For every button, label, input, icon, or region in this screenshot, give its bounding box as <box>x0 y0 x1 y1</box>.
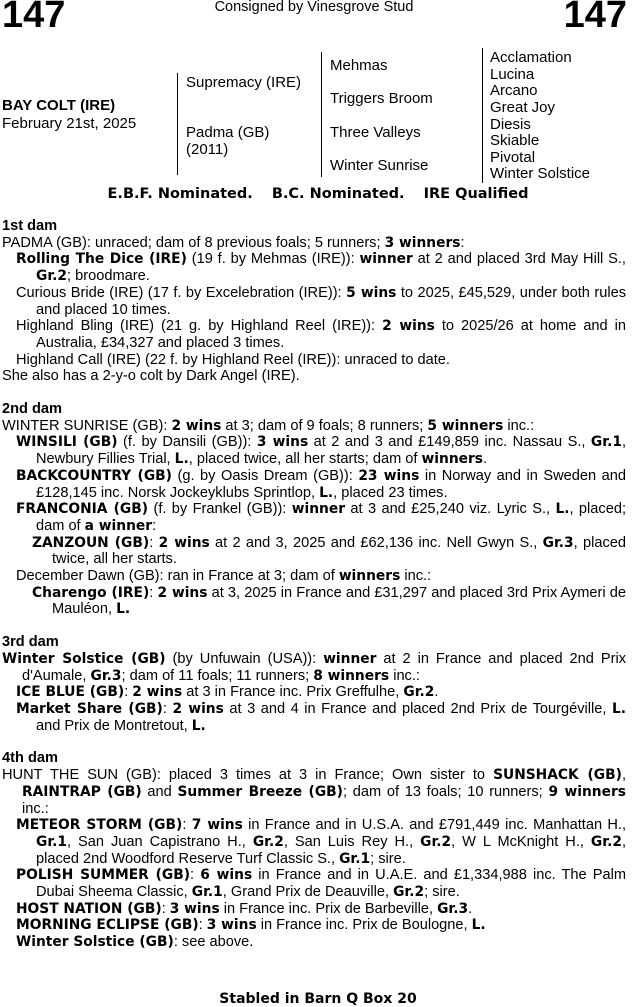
text-run: WINTER SUNRISE (GB): <box>2 417 172 434</box>
bold-text-run: winner <box>291 501 346 518</box>
text-run: ; sire. <box>370 850 406 867</box>
text-run: at 3; dam of 9 foals; 8 runners; <box>221 417 428 434</box>
pedigree-paragraph <box>2 585 626 618</box>
nominations-line <box>0 186 636 202</box>
text-run: : <box>198 917 207 934</box>
text-run: at 2 and placed 3rd May Hill S., <box>412 251 626 268</box>
text-run: ; dam of 11 foals; 11 runners; <box>121 667 314 684</box>
text-run: , placed 23 times. <box>333 484 448 501</box>
bold-text-run: Market Share (GB) <box>16 700 163 717</box>
text-run: , San Luis Rey H., <box>283 833 421 850</box>
text-run: in France and in U.S.A. and £791,449 inc. Manhattan H., <box>242 817 626 834</box>
text-run: at 2 and 3, 2025 and £62,136 inc. Nell Gwyn S., <box>209 534 543 551</box>
text-run: . <box>483 451 488 468</box>
text-run: (19 f. by Mehmas (IRE)): <box>186 251 360 268</box>
text-run: : <box>124 684 133 701</box>
text-run: (f. by Frankel (GB)): <box>148 501 292 518</box>
lot-number-left: 147 <box>2 0 66 36</box>
bold-text-run: Gr.1 <box>590 434 622 451</box>
section-title: 3rd dam <box>2 634 59 651</box>
bold-text-run: L. <box>611 700 627 717</box>
text-run: : <box>149 584 158 601</box>
pedigree-paragraph <box>2 568 626 585</box>
pedigree-paragraph <box>2 535 626 568</box>
text-run: : <box>460 234 465 251</box>
text-run: , placed twice, all her starts; dam of <box>188 451 422 468</box>
bold-text-run: POLISH SUMMER (GB) <box>16 867 191 884</box>
pedigree-paragraph <box>2 684 626 701</box>
bold-text-run: RAINTRAP (GB) <box>22 783 142 800</box>
bold-text-run: Gr.1 <box>36 833 68 850</box>
text-run: , <box>621 767 626 784</box>
pedigree-paragraph <box>2 251 626 284</box>
pedigree-paragraph <box>2 651 626 684</box>
pedigree-paragraph <box>2 501 626 534</box>
section-title: 2nd dam <box>2 401 63 418</box>
bold-text-run: L. <box>174 451 189 468</box>
pedigree-paragraph <box>2 368 626 385</box>
text-run: at 3 and 4 in France and placed 2nd Prix de Tourgéville, <box>223 700 612 717</box>
text-run: : <box>190 867 201 884</box>
text-run: , Newbury Fillies Trial, <box>36 434 626 468</box>
produce-record <box>2 218 626 951</box>
pedigree-paragraph <box>2 434 626 467</box>
text-run: , W L McKnight H., <box>451 833 591 850</box>
bold-text-run: winners <box>421 451 484 468</box>
bold-text-run: Gr.2 <box>403 684 435 701</box>
text-run: : <box>162 700 173 717</box>
pedigree-great-grandparent: Acclamation <box>490 49 572 66</box>
text-run: at 3 and £25,240 viz. Lyric S., <box>345 501 556 518</box>
text-run: December Dawn (GB): ran in France at 3; dam of <box>16 568 339 585</box>
text-run: . <box>434 684 439 701</box>
bold-text-run: ICE BLUE (GB) <box>16 684 125 701</box>
pedigree-paragraph <box>2 701 626 734</box>
bold-text-run: Winter Solstice (GB) <box>2 650 166 667</box>
pedigree-great-grandparent: Great Joy <box>490 99 556 116</box>
bold-text-run: 6 wins <box>200 867 253 884</box>
bold-text-run: 23 wins <box>358 467 420 484</box>
section-title: 4th dam <box>2 750 58 767</box>
bold-text-run: Gr.3 <box>437 900 469 917</box>
bold-text-run: 3 wins <box>256 434 309 451</box>
bold-text-run: 2 wins <box>158 534 210 551</box>
bold-text-run: L. <box>319 484 334 501</box>
text-run: : <box>161 900 170 917</box>
bold-text-run: Gr.2 <box>420 833 452 850</box>
bold-text-run: Gr.2 <box>252 833 284 850</box>
bold-text-run: SUNSHACK (GB) <box>493 767 622 784</box>
bold-text-run: Winter Solstice (GB) <box>16 934 174 951</box>
pedigree-great-grandparent: Lucina <box>490 66 535 83</box>
pedigree-dam: Padma (GB) <box>186 124 270 141</box>
consignor-line: Consigned by Vinesgrove Stud <box>214 0 414 15</box>
text-run: , San Juan Capistrano H., <box>67 833 253 850</box>
pedigree-grandparent: Triggers Broom <box>330 90 433 107</box>
text-run: inc.: <box>389 667 420 684</box>
bold-text-run: L. <box>116 601 131 618</box>
pedigree-paragraph <box>2 352 626 369</box>
text-run: Curious Bride (IRE) (17 f. by Excelebration (IRE)): <box>16 284 347 301</box>
bold-text-run: Gr.1 <box>339 850 371 867</box>
pedigree-great-grandparent: Winter Solstice <box>490 165 591 182</box>
pedigree-sire: Supremacy (IRE) <box>186 74 302 91</box>
text-run: inc.: <box>22 800 49 817</box>
pedigree-bracket-sire-dam <box>177 73 178 175</box>
text-run: (by Unfuwain (USA)): <box>165 650 324 667</box>
pedigree-paragraph <box>2 917 626 934</box>
text-run: in France inc. Prix de Boulogne, <box>256 917 472 934</box>
text-run: (f. by Dansili (GB)): <box>117 434 257 451</box>
bold-text-run: winners <box>338 568 401 585</box>
text-run: : see above. <box>173 934 254 951</box>
bold-text-run: 2 wins <box>132 684 183 701</box>
text-run: ; broodmare. <box>67 268 150 285</box>
bold-text-run: winner <box>359 251 413 268</box>
bold-text-run: MORNING ECLIPSE (GB) <box>16 917 199 934</box>
text-run: : <box>152 517 157 534</box>
bold-text-run: Gr.2 <box>36 268 68 285</box>
bold-text-run: Gr.3 <box>542 534 574 551</box>
nomination-ebf: E.B.F. Nominated. <box>107 186 253 202</box>
bold-text-run: 3 wins <box>206 917 257 934</box>
pedigree-paragraph <box>2 468 626 501</box>
horse-description: BAY COLT (IRE) <box>2 97 116 114</box>
text-run: at 3, 2025 in France and £31,297 and placed 3rd Prix Aymeri de Mauléon, <box>52 584 627 618</box>
bold-text-run: 5 wins <box>346 284 397 301</box>
text-run: Highland Bling (IRE) (21 g. by Highland Reel (IRE)): <box>16 318 383 335</box>
pedigree-paragraph <box>2 767 626 817</box>
text-run: : <box>149 534 159 551</box>
bold-text-run: 8 winners <box>313 667 390 684</box>
text-run: Highland Call (IRE) (22 f. by Highland Reel (IRE)): unraced to date. <box>16 351 450 368</box>
bold-text-run: 2 wins <box>171 417 222 434</box>
bold-text-run: Rolling The Dice (IRE) <box>16 251 187 268</box>
pedigree-paragraph <box>2 901 626 918</box>
bold-text-run: ZANZOUN (GB) <box>32 534 150 551</box>
bold-text-run: Gr.2 <box>393 884 425 901</box>
stabling-line: Stabled in Barn Q Box 20 <box>219 991 417 1007</box>
horse-foaling-date: February 21st, 2025 <box>2 115 137 132</box>
bold-text-run: 2 wins <box>172 700 224 717</box>
bold-text-run: a winner <box>84 517 153 534</box>
nomination-ire: IRE Qualified <box>423 186 529 202</box>
pedigree-paragraph <box>2 318 626 351</box>
text-run: to 2025, £45,529, under both rules and placed 10 times. <box>36 284 627 318</box>
text-run: (g. by Oasis Dream (GB)): <box>171 467 359 484</box>
text-run: PADMA (GB): unraced; dam of 8 previous foals; 5 runners; <box>2 234 385 251</box>
pedigree-great-grandparent: Arcano <box>490 82 538 99</box>
bold-text-run: 9 winners <box>548 783 626 800</box>
pedigree-bracket-grandparents <box>321 52 322 177</box>
pedigree-grandparent: Three Valleys <box>330 124 421 141</box>
lot-number-right: 147 <box>563 0 627 36</box>
bold-text-run: winner <box>323 650 377 667</box>
text-run: to 2025/26 at home and in Australia, £34,327 and placed 3 times. <box>36 318 626 351</box>
text-run: and Prix de Montretout, <box>36 717 192 734</box>
bold-text-run: 5 winners <box>427 417 504 434</box>
bold-text-run: Gr.1 <box>191 884 223 901</box>
bold-text-run: L. <box>471 917 486 934</box>
text-run: inc.: <box>400 568 432 585</box>
pedigree-great-grandparent: Skiable <box>490 132 540 149</box>
bold-text-run: Summer Breeze (GB) <box>177 783 343 800</box>
text-run: , placed twice, all her starts. <box>52 534 627 568</box>
bold-text-run: 2 wins <box>382 318 435 335</box>
text-run: She also has a 2-y-o colt by Dark Angel (IRE). <box>2 368 300 385</box>
bold-text-run: L. <box>555 501 570 518</box>
text-run: at 2 and 3 and £149,859 inc. Nassau S., <box>308 434 591 451</box>
text-run: and <box>141 783 178 800</box>
pedigree-grandparent: Winter Sunrise <box>330 157 429 174</box>
bold-text-run: L. <box>191 717 206 734</box>
text-run: , placed 2nd Woodford Reserve Turf Classic S., <box>36 833 626 867</box>
nomination-bc: B.C. Nominated. <box>271 186 405 202</box>
pedigree-paragraph <box>2 817 626 867</box>
pedigree-grandparent: Mehmas <box>330 57 388 74</box>
pedigree-paragraph <box>2 867 626 900</box>
bold-text-run: METEOR STORM (GB) <box>16 817 183 834</box>
text-run: in France and in U.A.E. and £1,334,988 inc. The Palm Dubai Sheema Classic, <box>36 867 626 901</box>
text-run: , placed; dam of <box>36 501 626 534</box>
text-run: ; dam of 13 foals; 10 runners; <box>342 783 549 800</box>
bold-text-run: 2 wins <box>157 584 208 601</box>
pedigree-paragraph <box>2 285 626 318</box>
bold-text-run: 3 wins <box>169 900 220 917</box>
bold-text-run: Gr.2 <box>590 833 622 850</box>
bold-text-run: 3 winners <box>384 234 461 251</box>
section-title: 1st dam <box>2 218 58 234</box>
text-run: , Grand Prix de Deauville, <box>222 884 394 901</box>
text-run: at 2 in France and placed 2nd Prix d'Aumale, <box>22 650 626 684</box>
pedigree-paragraph <box>2 934 626 951</box>
bold-text-run: FRANCONIA (GB) <box>16 501 149 518</box>
text-run: . <box>468 900 473 917</box>
text-run: ; sire. <box>424 884 460 901</box>
pedigree-bracket-great-grandparents <box>482 48 483 183</box>
bold-text-run: Gr.3 <box>90 667 122 684</box>
pedigree-great-grandparent: Pivotal <box>490 149 536 166</box>
text-run: inc.: <box>503 417 535 434</box>
text-run: HUNT THE SUN (GB): placed 3 times at 3 in France; Own sister to <box>2 767 494 784</box>
pedigree-great-grandparent: Diesis <box>490 116 531 133</box>
text-run: : <box>182 817 192 834</box>
bold-text-run: 7 wins <box>191 817 243 834</box>
bold-text-run: Charengo (IRE) <box>32 584 150 601</box>
bold-text-run: HOST NATION (GB) <box>16 900 162 917</box>
bold-text-run: WINSILI (GB) <box>16 434 118 451</box>
text-run: in Norway and in Sweden and £128,145 inc. Norsk Jockeyklubs Sprintlop, <box>36 467 627 501</box>
pedigree-dam-year: (2011) <box>186 141 229 158</box>
pedigree-paragraph <box>2 235 626 252</box>
text-run: in France inc. Prix de Barbeville, <box>219 900 438 917</box>
bold-text-run: BACKCOUNTRY (GB) <box>16 467 172 484</box>
pedigree-paragraph <box>2 418 626 435</box>
text-run: at 3 in France inc. Prix Greffulhe, <box>182 684 404 701</box>
